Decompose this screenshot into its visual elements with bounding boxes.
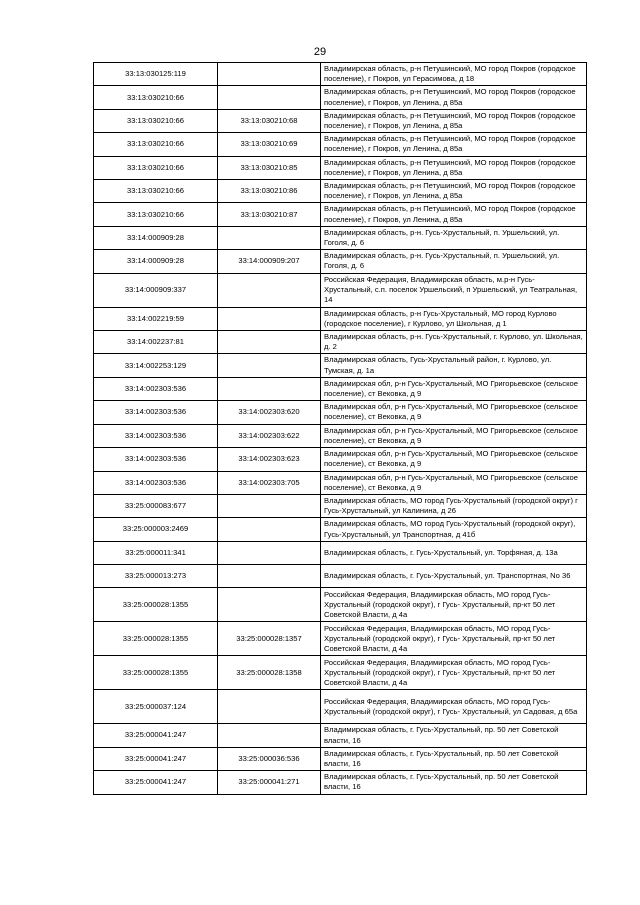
related-number-cell <box>218 690 321 724</box>
address-cell: Владимирская область, р-н. Гусь-Хрустальный, п. Уршельский, ул. Гоголя, д. 6 <box>321 226 587 249</box>
cadastral-number-cell: 33:14:002219:59 <box>94 307 218 330</box>
address-cell: Владимирская область, р-н Петушинский, МО город Покров (городское поселение), г Покров, ул Ленина, д 85а <box>321 86 587 109</box>
address-cell: Российская Федерация, Владимирская область, МО город Гусь-Хрустальный (городской округ), г Гусь- Хрустальный, пр-кт 50 лет Советской Власти, д 4а <box>321 588 587 622</box>
cadastral-number-cell: 33:14:002303:536 <box>94 448 218 471</box>
table-row <box>94 656 587 690</box>
related-number-cell <box>218 331 321 354</box>
address-cell: Владимирская область, г. Гусь-Хрустальный, ул. Транспортная, No 36 <box>321 565 587 588</box>
table-row <box>94 109 587 132</box>
table-row <box>94 377 587 400</box>
cadastral-number-cell: 33:14:000909:28 <box>94 226 218 249</box>
page-number: 29 <box>313 46 327 58</box>
cadastral-number-cell: 33:13:030210:66 <box>94 156 218 179</box>
table-row <box>94 494 587 517</box>
related-number-cell: 33:13:030210:87 <box>218 203 321 226</box>
address-cell: Владимирская область, р-н Петушинский, МО город Покров (городское поселение), г Покров, ул Ленина, д 85а <box>321 109 587 132</box>
table-row <box>94 471 587 494</box>
table-row <box>94 747 587 770</box>
cadastral-number-cell: 33:25:000041:247 <box>94 771 218 794</box>
related-number-cell: 33:13:030210:86 <box>218 180 321 203</box>
table-row <box>94 86 587 109</box>
related-number-cell <box>218 565 321 588</box>
related-number-cell <box>218 63 321 86</box>
cadastral-number-cell: 33:14:002303:536 <box>94 424 218 447</box>
cadastral-number-cell: 33:13:030210:66 <box>94 133 218 156</box>
address-cell: Владимирская область, р-н Гусь-Хрустальный, МО город Курлово (городское поселение), г Курлово, ул Школьная, д 1 <box>321 307 587 330</box>
address-cell: Российская Федерация, Владимирская область, м.р-н Гусь-Хрустальный, с.п. поселок Уршельский, п Уршельский, ул Театральная, 14 <box>321 273 587 307</box>
cadastral-number-cell: 33:14:002303:536 <box>94 401 218 424</box>
cadastral-number-cell: 33:25:000028:1355 <box>94 588 218 622</box>
table-row <box>94 448 587 471</box>
address-cell: Владимирская область, г. Гусь-Хрустальный, пр. 50 лет Советской власти, 16 <box>321 747 587 770</box>
address-cell: Владимирская область, г. Гусь-Хрустальный, пр. 50 лет Советской власти, 16 <box>321 771 587 794</box>
address-cell: Владимирская область, р-н. Гусь-Хрустальный, п. Уршельский, ул. Гоголя, д. 6 <box>321 250 587 273</box>
related-number-cell: 33:13:030210:85 <box>218 156 321 179</box>
related-number-cell <box>218 724 321 747</box>
address-cell: Владимирская обл, р-н Гусь-Хрустальный, МО Григорьевское (сельское поселение), ст Вековка, д 9 <box>321 448 587 471</box>
table-row <box>94 203 587 226</box>
cadastral-number-cell: 33:13:030210:66 <box>94 86 218 109</box>
table-row <box>94 541 587 564</box>
related-number-cell <box>218 354 321 377</box>
address-cell: Владимирская обл, р-н Гусь-Хрустальный, МО Григорьевское (сельское поселение), ст Вековка, д 9 <box>321 377 587 400</box>
cadastral-number-cell: 33:25:000003:2469 <box>94 518 218 541</box>
related-number-cell: 33:14:002303:622 <box>218 424 321 447</box>
address-cell: Владимирская область, МО город Гусь-Хрустальный (городской округ), Гусь-Хрустальный, ул Транспортная, д 41б <box>321 518 587 541</box>
table-row <box>94 724 587 747</box>
table-row <box>94 690 587 724</box>
address-cell: Владимирская область, р-н Петушинский, МО город Покров (городское поселение), г Покров, ул Ленина, д 85а <box>321 133 587 156</box>
related-number-cell: 33:14:002303:705 <box>218 471 321 494</box>
cadastral-number-cell: 33:25:000028:1355 <box>94 656 218 690</box>
related-number-cell <box>218 226 321 249</box>
cadastral-number-cell: 33:14:002253:129 <box>94 354 218 377</box>
related-number-cell: 33:13:030210:68 <box>218 109 321 132</box>
address-cell: Владимирская область, р-н Петушинский, МО город Покров (городское поселение), г Покров, ул Ленина, д 85а <box>321 180 587 203</box>
address-cell: Владимирская обл, р-н Гусь-Хрустальный, МО Григорьевское (сельское поселение), ст Вековка, д 9 <box>321 401 587 424</box>
related-number-cell <box>218 494 321 517</box>
table-row <box>94 518 587 541</box>
table-row <box>94 250 587 273</box>
related-number-cell <box>218 86 321 109</box>
table-row <box>94 401 587 424</box>
cadastral-number-cell: 33:25:000028:1355 <box>94 622 218 656</box>
cadastral-number-cell: 33:13:030125:119 <box>94 63 218 86</box>
related-number-cell <box>218 518 321 541</box>
table-row <box>94 226 587 249</box>
table-row <box>94 622 587 656</box>
table-row <box>94 307 587 330</box>
cadastral-number-cell: 33:14:002303:536 <box>94 377 218 400</box>
cadastral-number-cell: 33:14:002303:536 <box>94 471 218 494</box>
address-cell: Владимирская область, МО город Гусь-Хрустальный (городской округ) г Гусь-Хрустальный, ул Калинина, д 26 <box>321 494 587 517</box>
table-row <box>94 771 587 794</box>
related-number-cell: 33:13:030210:69 <box>218 133 321 156</box>
related-number-cell: 33:25:000028:1357 <box>218 622 321 656</box>
related-number-cell <box>218 377 321 400</box>
address-cell: Российская Федерация, Владимирская область, МО город Гусь-Хрустальный (городской округ), г Гусь- Хрустальный, пр-кт 50 лет Советской Власти, д 4а <box>321 656 587 690</box>
cadastral-table-body <box>94 63 587 795</box>
cadastral-number-cell: 33:25:000083:677 <box>94 494 218 517</box>
address-cell: Владимирская область, р-н Петушинский, МО город Покров (городское поселение), г Покров, ул Ленина, д 85а <box>321 203 587 226</box>
address-cell: Владимирская область, г. Гусь-Хрустальный, пр. 50 лет Советской власти, 16 <box>321 724 587 747</box>
table-row <box>94 180 587 203</box>
table-row <box>94 331 587 354</box>
cadastral-number-cell: 33:25:000013:273 <box>94 565 218 588</box>
related-number-cell <box>218 541 321 564</box>
address-cell: Владимирская область, р-н Петушинский, МО город Покров (городское поселение), г Покров, ул Герасимова, д 18 <box>321 63 587 86</box>
cadastral-number-cell: 33:25:000037:124 <box>94 690 218 724</box>
cadastral-table <box>93 62 587 795</box>
table-row <box>94 63 587 86</box>
related-number-cell: 33:14:002303:620 <box>218 401 321 424</box>
related-number-cell: 33:25:000036:536 <box>218 747 321 770</box>
related-number-cell: 33:25:000028:1358 <box>218 656 321 690</box>
table-row <box>94 156 587 179</box>
address-cell: Российская Федерация, Владимирская область, МО город Гусь-Хрустальный (городской округ), г Гусь- Хрустальный, ул Садовая, д 65а <box>321 690 587 724</box>
address-cell: Российская Федерация, Владимирская область, МО город Гусь-Хрустальный (городской округ), г Гусь- Хрустальный, пр-кт 50 лет Советской Власти, д 4а <box>321 622 587 656</box>
address-cell: Владимирская область, р-н. Гусь-Хрустальный, г. Курлово, ул. Школьная, д. 2 <box>321 331 587 354</box>
address-cell: Владимирская обл, р-н Гусь-Хрустальный, МО Григорьевское (сельское поселение), ст Вековка, д 9 <box>321 471 587 494</box>
address-cell: Владимирская область, Гусь-Хрустальный район, г. Курлово, ул. Тумская, д. 1а <box>321 354 587 377</box>
cadastral-number-cell: 33:14:000909:28 <box>94 250 218 273</box>
related-number-cell: 33:14:000909:207 <box>218 250 321 273</box>
table-row <box>94 565 587 588</box>
address-cell: Владимирская область, г. Гусь-Хрустальный, ул. Торфяная, д. 13а <box>321 541 587 564</box>
address-cell: Владимирская обл, р-н Гусь-Хрустальный, МО Григорьевское (сельское поселение), ст Вековка, д 9 <box>321 424 587 447</box>
address-cell: Владимирская область, р-н Петушинский, МО город Покров (городское поселение), г Покров, ул Ленина, д 85а <box>321 156 587 179</box>
related-number-cell <box>218 588 321 622</box>
cadastral-number-cell: 33:25:000041:247 <box>94 747 218 770</box>
cadastral-number-cell: 33:14:002237:81 <box>94 331 218 354</box>
cadastral-number-cell: 33:14:000909:337 <box>94 273 218 307</box>
related-number-cell <box>218 273 321 307</box>
related-number-cell: 33:14:002303:623 <box>218 448 321 471</box>
related-number-cell: 33:25:000041:271 <box>218 771 321 794</box>
table-row <box>94 588 587 622</box>
cadastral-number-cell: 33:13:030210:66 <box>94 203 218 226</box>
cadastral-number-cell: 33:13:030210:66 <box>94 180 218 203</box>
table-row <box>94 133 587 156</box>
table-row <box>94 273 587 307</box>
cadastral-number-cell: 33:25:000041:247 <box>94 724 218 747</box>
table-row <box>94 354 587 377</box>
related-number-cell <box>218 307 321 330</box>
table-row <box>94 424 587 447</box>
cadastral-number-cell: 33:13:030210:66 <box>94 109 218 132</box>
cadastral-number-cell: 33:25:000011:341 <box>94 541 218 564</box>
